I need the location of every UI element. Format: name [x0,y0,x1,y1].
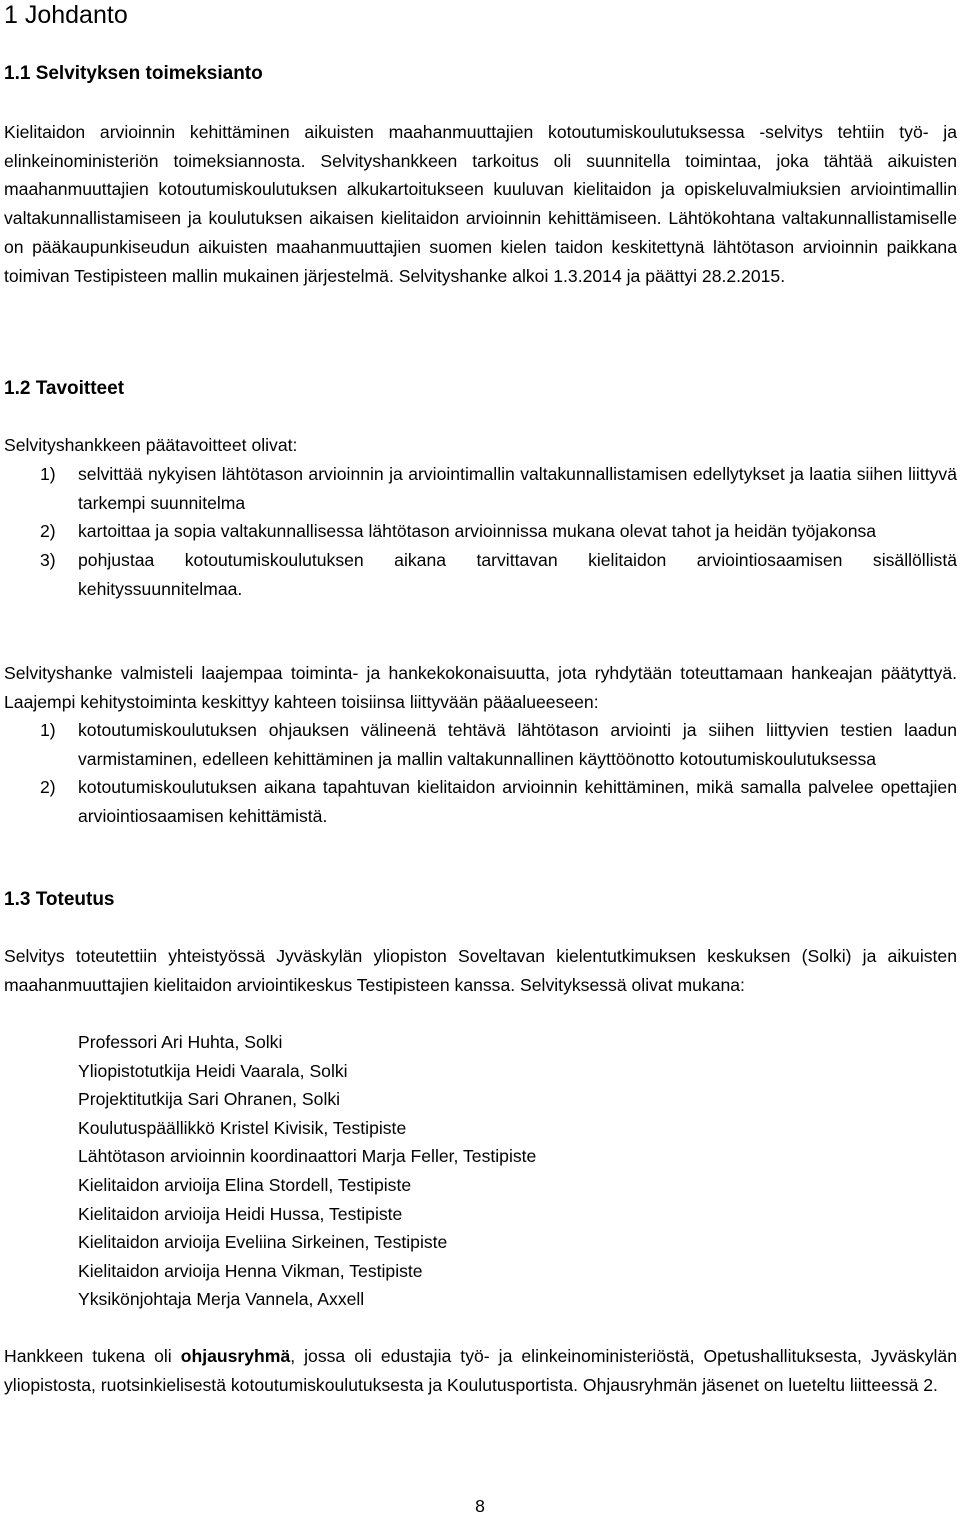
list-item: Projektitutkija Sari Ohranen, Solki [78,1089,341,1110]
list-item: Kielitaidon arvioija Elina Stordell, Testipiste [78,1174,412,1195]
chapter-title: 1 Johdanto [4,1,128,29]
list-item: Professori Ari Huhta, Solki [78,1032,283,1052]
list-item-text: kartoittaa ja sopia valtakunnallisessa lähtötason arvioinnissa mukana olevat tahot ja heidän työjakonsa [78,521,877,542]
list-item-text: pohjustaa kotoutumiskoulutuksen aikana tarvittavan kielitaidon arviointiosaamisen sisällöllistä kehityssuunnitelmaa. [78,550,957,599]
list-number: 2) [40,777,56,798]
list-number: 2) [40,521,56,542]
section-heading-1-1: 1.1 Selvityksen toimeksianto [4,63,263,84]
page-number: 8 [475,1496,485,1516]
list-item-text: kotoutumiskoulutuksen ohjauksen välineenä tehtävä lähtötason arviointi ja siihen liittyvien testien laadun varmistaminen, edelleen kehittäminen ja mallin valtakunnallinen käyttöönotto kotoutumiskoulutuksessa [78,720,957,769]
areas-list [4,716,957,831]
steering-text-before: Hankkeen tukena oli [4,1346,181,1366]
section-1-1-paragraph: Kielitaidon arvioinnin kehittäminen aikuisten maahanmuuttajien kotoutumiskoulutuksessa -selvitys tehtiin työ- ja elinkeinoministeriön toimeksiannosta. Selvityshankkeen tarkoitus oli suunnitella toimintaa, joka tähtää aikuisten maahanmuuttajien kotoutumiskoulutuksen alkukartoitukseen kuuluvan kielitaidon ja opiskeluvalmiuksien arviointimallin valtakunnallistamiseen ja koulutuksen aikaisen kielitaidon arvioinnin kehittämiseen. Lähtökohtana valtakunnallistamiselle on pääkaupunkiseudun aikuisten maahanmuuttajien suomen kielen taidon keskitettynä lähtötason arvioinnin paikkana toimivan Testipisteen mallin mukainen järjestelmä. Selvityshanke alkoi 1.3.2014 ja päättyi 28.2.2015. [4,122,957,286]
steering-text-after: , jossa oli edustajia työ- ja elinkeinoministeriöstä, Opetushallituksesta, Jyväskylän yliopistosta, ruotsinkielisestä kotoutumiskoulutuksesta ja Koulutusportista. Ohjausryhmän jäsenet on lueteltu liitteessä 2. [4,1346,957,1395]
list-number: 1) [40,464,56,484]
list-number: 1) [40,720,56,740]
list-item: Lähtötason arvioinnin koordinaattori Marja Feller, Testipiste [78,1146,537,1167]
section-1-3-paragraph: Selvitys toteutettiin yhteistyössä Jyväskylän yliopiston Soveltavan kielentutkimuksen keskuksen (Solki) ja aikuisten maahanmuuttajien kielitaidon arviointikeskus Testipisteen kanssa. Selvityksessä olivat mukana: [4,946,957,995]
section-heading-1-3: 1.3 Toteutus [4,889,115,910]
members-list [78,1028,536,1314]
list-item [4,460,957,517]
list-item [4,517,957,546]
section-1-2-paragraph: Selvityshanke valmisteli laajempaa toiminta- ja hankekokonaisuutta, jota ryhdytään toteuttamaan hankeajan päätyttyä. Laajempi kehitystoiminta keskittyy kahteen toisiinsa liittyvään pääalueeseen: [4,663,957,712]
list-item: Koulutuspäällikkö Kristel Kivisik, Testipiste [78,1117,407,1138]
goals-intro: Selvityshankkeen päätavoitteet olivat: [4,435,298,455]
list-item [4,716,957,773]
steering-group-paragraph [4,1342,957,1399]
list-item [4,773,957,830]
list-item: Yksikönjohtaja Merja Vannela, Axxell [78,1289,365,1310]
list-number: 3) [40,550,56,571]
list-item: Kielitaidon arvioija Heidi Hussa, Testipiste [78,1203,403,1224]
list-item-text: kotoutumiskoulutuksen aikana tapahtuvan kielitaidon arvioinnin kehittäminen, mikä samalla palvelee opettajien arviointiosaamisen kehittämistä. [78,777,957,827]
goals-list [4,460,957,604]
steering-group-term: ohjausryhmä [180,1346,291,1366]
list-item: Yliopistotutkija Heidi Vaarala, Solki [78,1060,348,1081]
list-item [4,546,957,603]
section-heading-1-2: 1.2 Tavoitteet [4,378,125,399]
list-item: Kielitaidon arvioija Henna Vikman, Testipiste [78,1260,423,1281]
list-item-text: selvittää nykyisen lähtötason arvioinnin ja arviointimallin valtakunnallistamisen edellytykset ja laatia siihen liittyvä tarkempi suunnitelma [78,464,957,513]
list-item: Kielitaidon arvioija Eveliina Sirkeinen, Testipiste [78,1232,448,1253]
